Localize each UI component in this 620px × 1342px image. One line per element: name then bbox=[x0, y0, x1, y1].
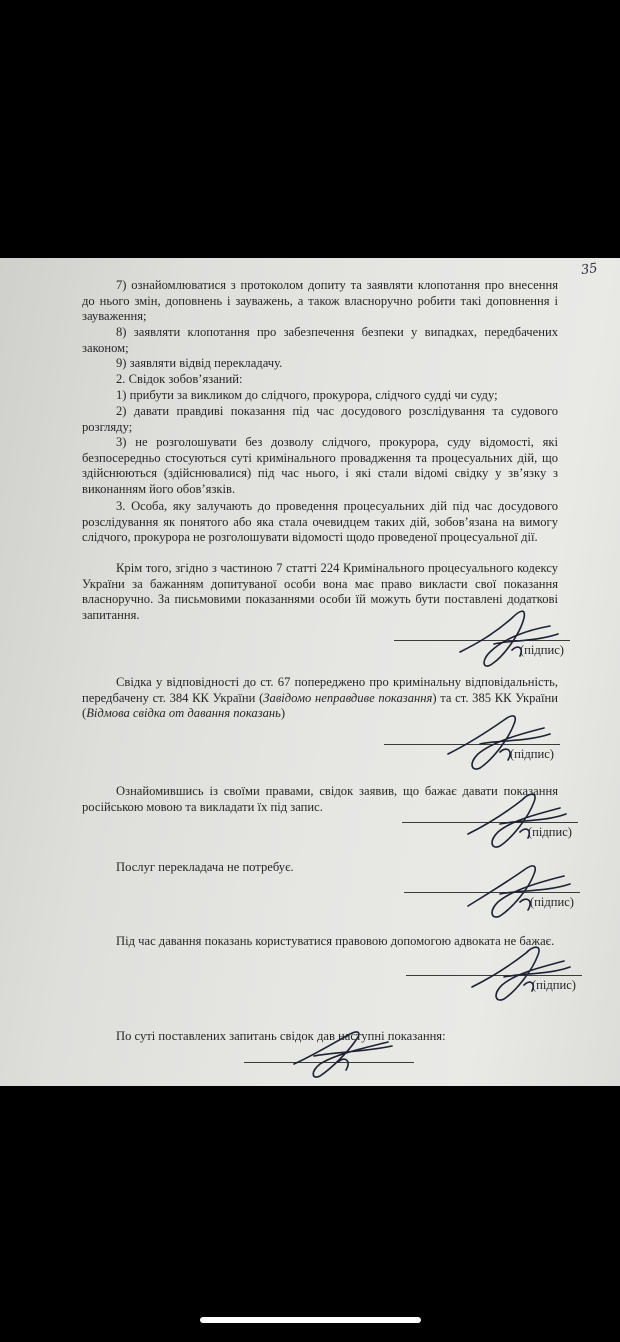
familiarized-paragraph: Ознайомившись із своїми правами, свідок заявив, що бажає давати показання російською мовою та викладати їх під запис. bbox=[82, 784, 558, 814]
signature-block bbox=[394, 620, 570, 680]
signature-label: (підпис) bbox=[527, 825, 572, 839]
warning-text-2: ) та ст. 385 КК України ( bbox=[82, 690, 558, 720]
handwritten-signature bbox=[284, 1024, 394, 1094]
signature-label: (підпис) bbox=[509, 747, 554, 761]
testimony-intro: По суті поставлених запитань свідок дав наступні показання: bbox=[116, 1029, 446, 1043]
obligations-heading: 2. Свідок зобов’язаний: bbox=[116, 372, 243, 386]
signature-block bbox=[402, 802, 578, 862]
right-9: 9) заявляти відвід перекладачу. bbox=[116, 356, 283, 370]
signature-block bbox=[384, 724, 560, 784]
home-indicator[interactable] bbox=[200, 1317, 421, 1323]
handwritten-signature bbox=[464, 856, 574, 926]
no-translator-paragraph: Послуг перекладача не потребує. bbox=[116, 860, 294, 874]
witness-person-paragraph: 3. Особа, яку залучають до проведення процесуальних дій під час досудового розслідування як понятого або яка стала очевидцем таких дій, зобов’язана на вимогу слідчого, прокурора не розголошувати відомості щодо проведеної процесуальної дії. bbox=[82, 499, 558, 544]
right-8: 8) заявляти клопотання про забезпечення безпеки у випадках, передбачених законом; bbox=[82, 325, 558, 355]
document-photo bbox=[0, 258, 620, 1086]
warning-text-3: ) bbox=[280, 706, 286, 720]
obligation-1: 1) прибути за викликом до слідчого, прокурора, слідчого судді чи суду; bbox=[116, 388, 498, 402]
signature-block bbox=[404, 872, 580, 932]
signature-block bbox=[244, 1038, 414, 1098]
signature-label: (підпис) bbox=[519, 643, 564, 657]
signature-label: (підпис) bbox=[529, 895, 574, 909]
warning-italic-2: Відмова свідка от давання показань bbox=[86, 706, 281, 720]
signature-label: (підпис) bbox=[531, 978, 576, 992]
warning-text-1: Свідка у відповідності до ст. 67 попереджено про кримінальну відповідальність, передбачену ст. 384 КК України ( bbox=[82, 675, 558, 705]
page-number: 35 bbox=[580, 260, 599, 279]
obligation-2: 2) давати правдиві показання під час досудового розслідування та судового розгляду; bbox=[82, 404, 558, 434]
obligation-3: 3) не розголошувати без дозволу слідчого, прокурора, суду відомості, які безпосередньо стосуються суті кримінального провадження та процесуальних дій, що здійснюються (здійснювалися) під час нього, і які стали відомі свідку у зв’язку з виконанням його обов’язків. bbox=[82, 435, 558, 496]
no-lawyer-paragraph: Під час давання показань користуватися правовою допомогою адвоката не бажає. bbox=[116, 934, 555, 948]
article-224-paragraph: Крім того, згідно з частиною 7 статті 224 Кримінального процесуального кодексу України за бажанням допитуваної особи вона має право викласти свої показання власноручно. За письмовими показаннями особи їй можуть бути поставлені додаткові запитання. bbox=[82, 561, 558, 622]
right-7: 7) ознайомлюватися з протоколом допиту та заявляти клопотання про внесення до нього змін, доповнень і зауважень, а також власноручно робити такі доповнення і зауваження; bbox=[82, 278, 558, 323]
handwritten-signature bbox=[454, 604, 564, 674]
warning-italic-1: Завідомо неправдиве показання bbox=[263, 690, 433, 705]
signature-block bbox=[406, 955, 582, 1015]
handwritten-signature bbox=[466, 939, 576, 1009]
handwritten-signature bbox=[444, 708, 554, 778]
handwritten-signature bbox=[462, 786, 572, 856]
